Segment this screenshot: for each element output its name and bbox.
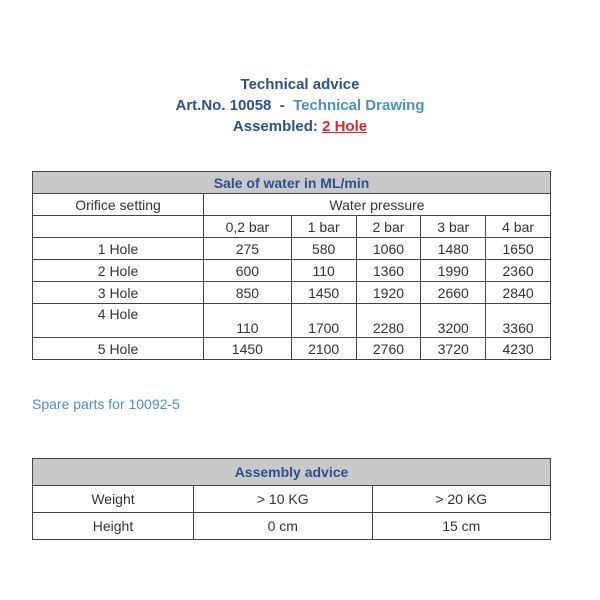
table-cell: 1480 <box>421 238 486 260</box>
header <box>0 74 600 137</box>
header-separator: - <box>279 97 285 114</box>
table-cell: 1060 <box>356 238 421 260</box>
assembled-value-link[interactable]: 2 Hole <box>322 118 368 135</box>
pressure-header: 4 bar <box>486 216 551 238</box>
pressure-header: 1 bar <box>291 216 356 238</box>
pressure-header-row <box>33 216 551 238</box>
row-label: Weight <box>33 486 194 513</box>
table-cell: 3360 <box>486 304 551 338</box>
row-label: Height <box>33 513 194 540</box>
table-cell: > 10 KG <box>194 486 373 513</box>
table-cell: 1920 <box>356 282 421 304</box>
table-cell: 0 cm <box>194 513 373 540</box>
pressure-header: 2 bar <box>356 216 421 238</box>
table-cell: 275 <box>204 238 292 260</box>
water-pressure-header: Water pressure <box>204 194 551 216</box>
table-cell: 1650 <box>486 238 551 260</box>
table-row <box>33 260 551 282</box>
assembly-title: Assembly advice <box>33 459 551 486</box>
table-cell: 850 <box>204 282 292 304</box>
table-cell: 2660 <box>421 282 486 304</box>
table-cell: 110 <box>291 260 356 282</box>
table-row <box>33 238 551 260</box>
empty-header-cell <box>33 216 204 238</box>
table-cell: 1450 <box>204 338 292 360</box>
table-cell: 1360 <box>356 260 421 282</box>
table-cell: 2280 <box>356 304 421 338</box>
table-cell: 4230 <box>486 338 551 360</box>
table-cell: 2360 <box>486 260 551 282</box>
row-label: 3 Hole <box>33 282 204 304</box>
article-number: Art.No. 10058 <box>175 97 272 114</box>
table-cell: 600 <box>204 260 292 282</box>
table-cell: 1450 <box>291 282 356 304</box>
table-cell: 2840 <box>486 282 551 304</box>
assembly-advice-table <box>32 458 551 540</box>
assembly-title-row <box>33 459 551 486</box>
table-row <box>33 304 551 338</box>
row-label: 5 Hole <box>33 338 204 360</box>
table-cell: 3200 <box>421 304 486 338</box>
table-cell: 3720 <box>421 338 486 360</box>
table-cell: 1700 <box>291 304 356 338</box>
table-row <box>33 338 551 360</box>
technical-drawing-link[interactable]: Technical Drawing <box>293 97 425 114</box>
pressure-header: 0,2 bar <box>204 216 292 238</box>
water-table-title: Sale of water in ML/min <box>33 172 551 194</box>
table-row <box>33 282 551 304</box>
row-label: 1 Hole <box>33 238 204 260</box>
water-table-header-row <box>33 194 551 216</box>
table-cell: 2100 <box>291 338 356 360</box>
table-cell: 2760 <box>356 338 421 360</box>
spare-parts-link[interactable]: Spare parts for 10092-5 <box>32 396 180 412</box>
table-cell: 110 <box>204 304 292 338</box>
table-row <box>33 513 551 540</box>
table-cell: 580 <box>291 238 356 260</box>
header-article-line <box>0 95 600 116</box>
water-sale-table <box>32 171 551 360</box>
orifice-setting-header: Orifice setting <box>33 194 204 216</box>
header-title: Technical advice <box>240 76 360 93</box>
water-table-title-row <box>33 172 551 194</box>
table-cell: 1990 <box>421 260 486 282</box>
row-label: 2 Hole <box>33 260 204 282</box>
table-cell: > 20 KG <box>372 486 551 513</box>
table-row <box>33 486 551 513</box>
table-cell: 15 cm <box>372 513 551 540</box>
header-assembled-line <box>0 116 600 137</box>
row-label: 4 Hole <box>33 304 204 338</box>
assembled-label: Assembled: <box>232 118 318 135</box>
pressure-header: 3 bar <box>421 216 486 238</box>
